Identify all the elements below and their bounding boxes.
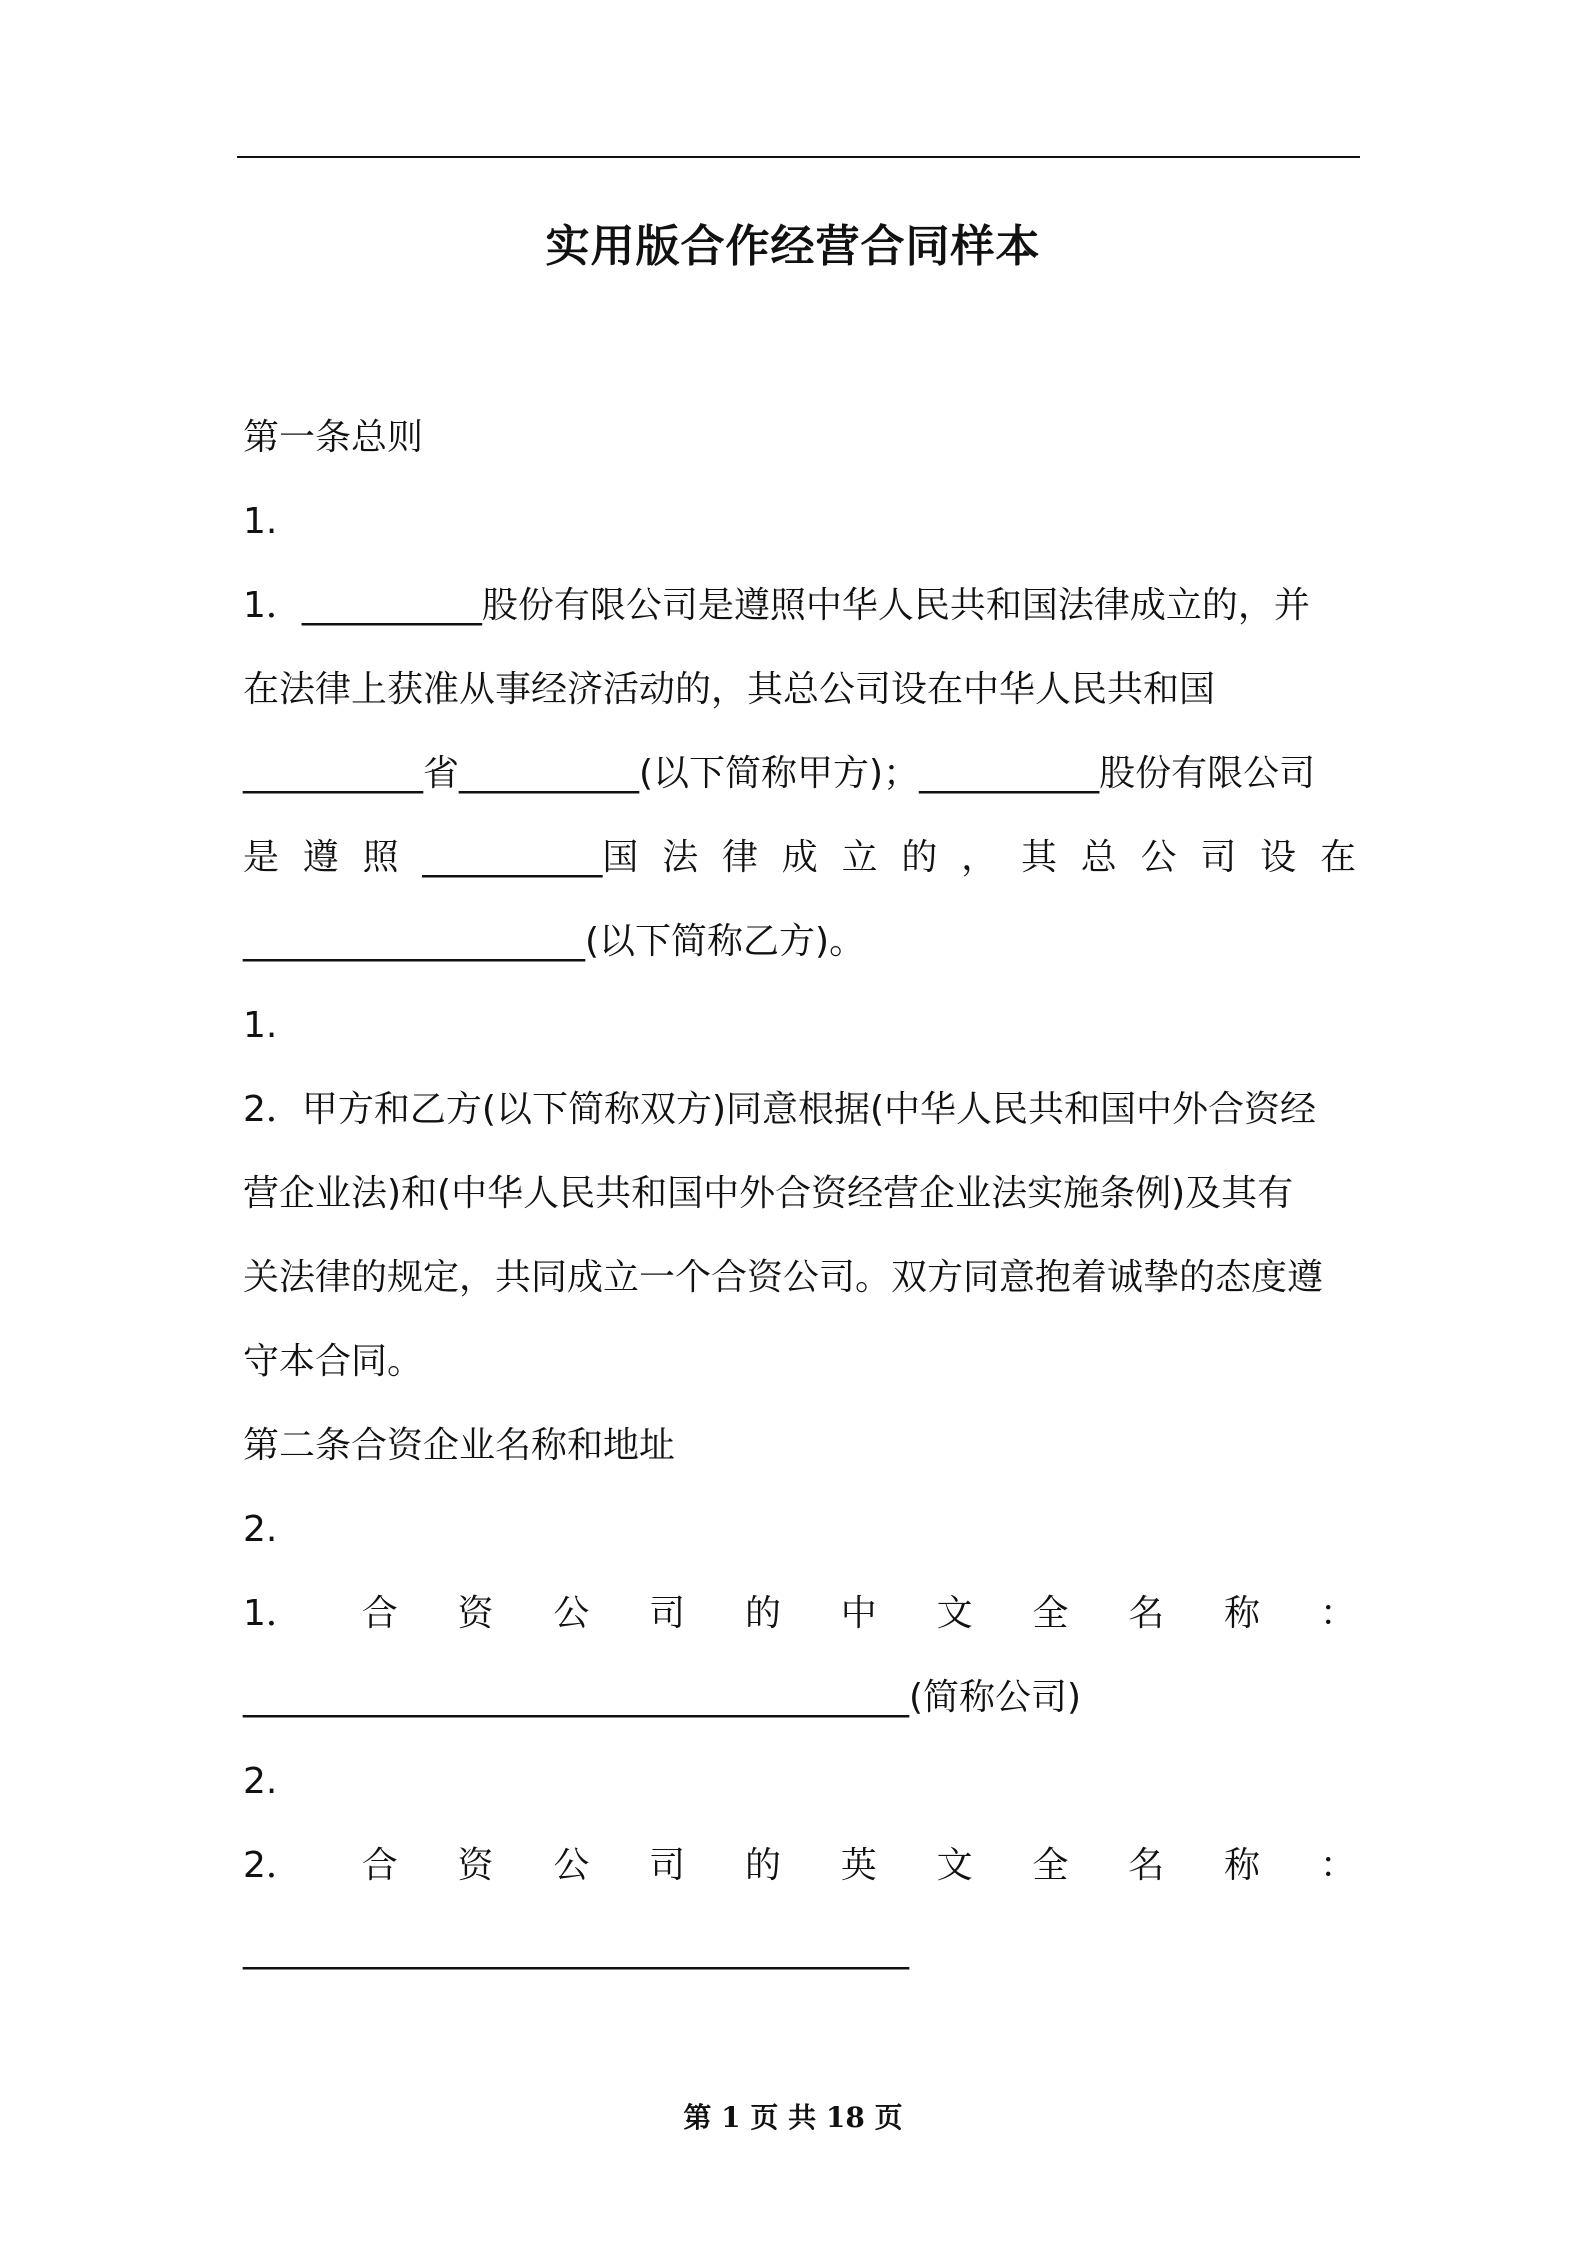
header-rule xyxy=(237,156,1360,158)
paragraph-line-justified: 2． 合 资 公 司 的 英 文 全 名 称 ： xyxy=(243,1845,1356,1886)
paragraph-line: 1．__________股份有限公司是遵照中华人民共和国法律成立的，并 xyxy=(243,585,1310,626)
article-2-heading: 第二条合资企业名称和地址 xyxy=(243,1425,676,1466)
clause-number: 1. xyxy=(243,1005,278,1046)
paragraph-line-justified: 是 遵 照 __________国 法 律 成 立 的 ， 其 总 公 司 设 在 xyxy=(243,837,1356,878)
paragraph-line: __________省__________(以下简称甲方)；__________股份有限公司 xyxy=(243,753,1316,794)
paragraph-line: 守本合同。 xyxy=(243,1341,424,1382)
paragraph-line: 营企业法)和(中华人民共和国中外合资经营企业法实施条例)及其有 xyxy=(243,1173,1294,1214)
page-footer: 第 1 页 共 18 页 xyxy=(683,2101,903,2134)
clause-number: 2. xyxy=(243,1509,278,1550)
article-1-heading: 第一条总则 xyxy=(243,417,424,458)
paragraph-line: 在法律上获准从事经济活动的，其总公司设在中华人民共和国 xyxy=(243,669,1216,710)
paragraph-line: 2．甲方和乙方(以下简称双方)同意根据(中华人民共和国中外合资经 xyxy=(243,1089,1317,1130)
paragraph-line: 关法律的规定，共同成立一个合资公司。双方同意抱着诚挚的态度遵 xyxy=(243,1257,1324,1298)
paragraph-line: ___________________(以下简称乙方)。 xyxy=(243,921,866,962)
document-title: 实用版合作经营合同样本 xyxy=(545,221,1041,272)
clause-number: 2. xyxy=(243,1761,278,1802)
clause-number: 1. xyxy=(243,501,278,542)
paragraph-line: _____________________________________ xyxy=(243,1929,909,1970)
paragraph-line-justified: 1． 合 资 公 司 的 中 文 全 名 称 ： xyxy=(243,1593,1356,1634)
paragraph-line: _____________________________________(简称公司) xyxy=(243,1677,1082,1718)
document-body xyxy=(243,396,1356,1992)
